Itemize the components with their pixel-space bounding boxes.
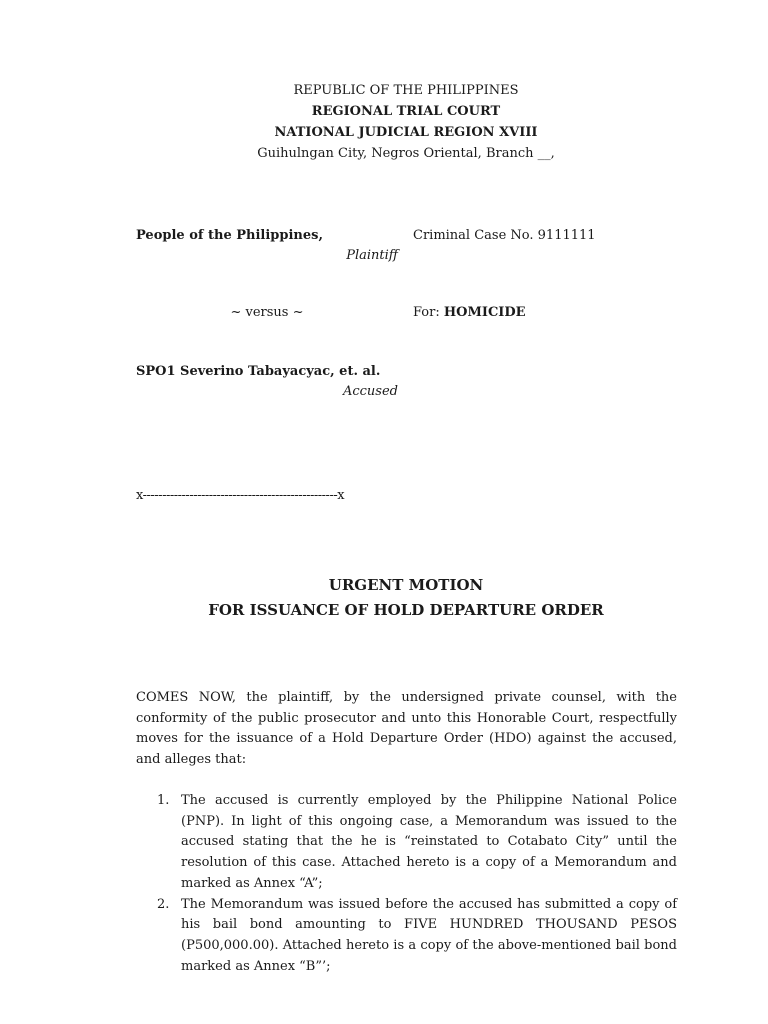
plaintiff-block bbox=[136, 226, 398, 266]
accused-role: Accused bbox=[342, 384, 398, 399]
versus-label: ~ versus ~ bbox=[230, 305, 304, 320]
plaintiff-name: People of the Philippines, bbox=[136, 228, 323, 243]
list-item-number: 1. bbox=[157, 793, 170, 808]
case-number: Criminal Case No. 9111111 bbox=[413, 228, 596, 243]
offense-label: For: bbox=[413, 305, 444, 320]
list-item bbox=[136, 791, 677, 895]
list-item-text: The Memorandum was issued before the accused has submitted a copy of his bail bond amounting to FIVE HUNDRED THOUSAND PESOS (P500,000.00). Attached hereto is a copy of the above-mentioned bail bond marked as Annex “B”’; bbox=[181, 896, 677, 974]
caption-separator: x--------------------------------------------------x bbox=[136, 488, 345, 503]
header-republic: REPUBLIC OF THE PHILIPPINES bbox=[293, 83, 519, 98]
court-header bbox=[0, 80, 768, 164]
offense-name: HOMICIDE bbox=[443, 305, 526, 320]
list-item bbox=[136, 895, 677, 978]
accused-block bbox=[136, 362, 398, 402]
accused-name: SPO1 Severino Tabayacyac, et. al. bbox=[136, 364, 381, 379]
list-item-number: 2. bbox=[157, 896, 170, 912]
offense-line bbox=[413, 303, 526, 323]
header-court: REGIONAL TRIAL COURT bbox=[311, 104, 501, 119]
allegations-list bbox=[136, 791, 677, 977]
motion-title-line1: URGENT MOTION bbox=[328, 576, 484, 594]
intro-paragraph: COMES NOW, the plaintiff, by the undersigned private counsel, with the conformity of the public prosecutor and unto this Honorable Court, respectfully moves for the issuance of a Hold Departure Order (HDO) against the accused, and alleges that: bbox=[136, 690, 677, 768]
list-item-text: The accused is currently employed by the Philippine National Police (PNP). In light of this ongoing case, a Memorandum was issued to the accused stating that the he is “reinstated to Cotabato City” until the resolution of this case. Attached hereto is a copy of a Memorandum and marked as Annex “A”; bbox=[181, 793, 677, 891]
header-location: Guihulngan City, Negros Oriental, Branch __, bbox=[257, 146, 555, 161]
header-region: NATIONAL JUDICIAL REGION XVIII bbox=[274, 125, 538, 140]
motion-title-line2: FOR ISSUANCE OF HOLD DEPARTURE ORDER bbox=[208, 601, 604, 619]
plaintiff-role: Plaintiff bbox=[346, 248, 398, 263]
motion-title bbox=[0, 573, 768, 623]
